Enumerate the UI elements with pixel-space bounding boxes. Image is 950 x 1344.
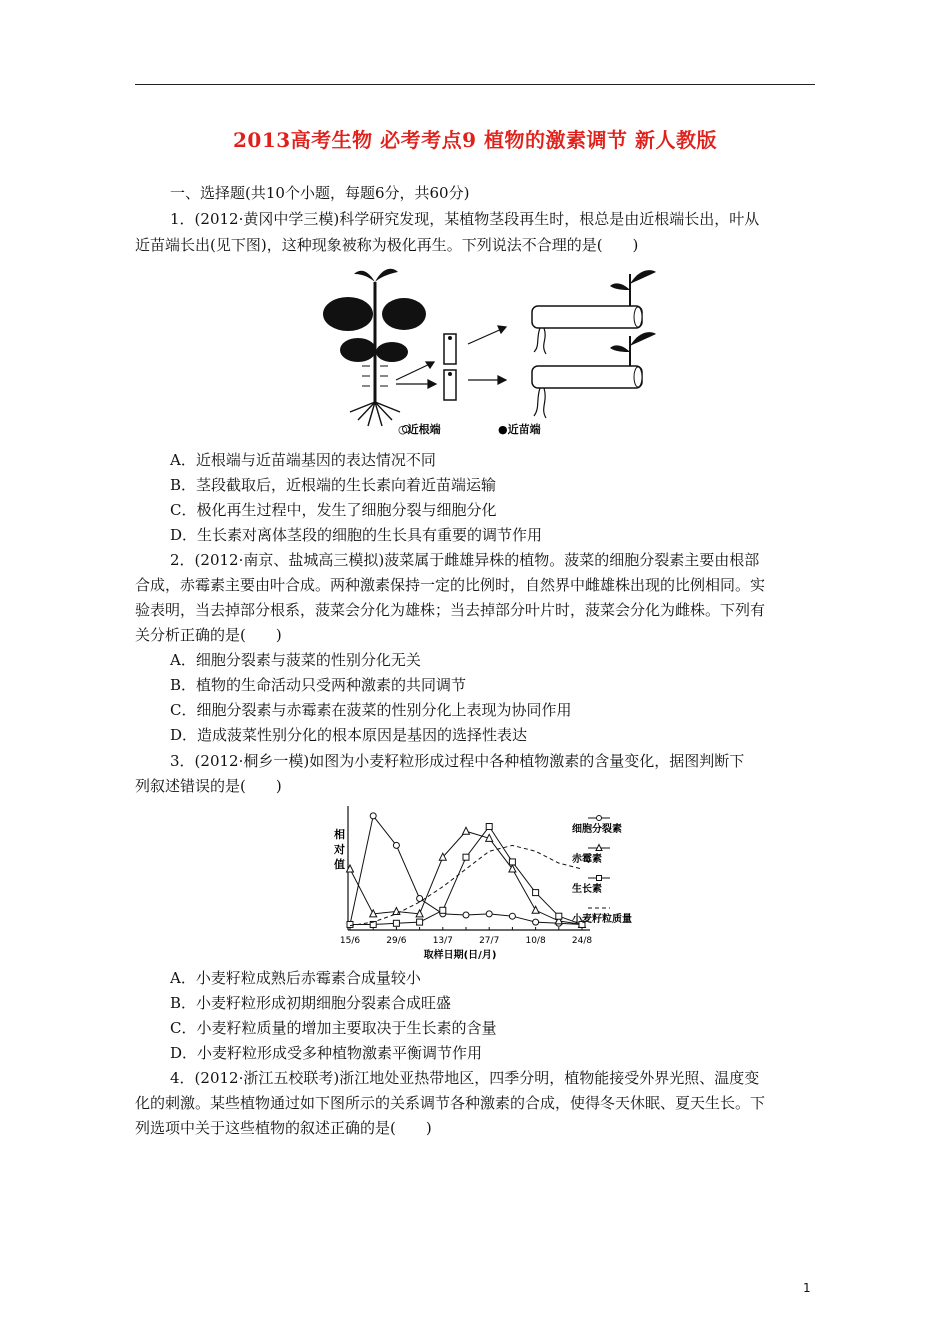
x-tick-label: 24/8 [571, 936, 593, 946]
section-heading: 一、选择题(共10个小题，每题6分，共60分) [170, 184, 470, 202]
q2-option-a: A．细胞分裂素与菠菜的性别分化无关 [170, 651, 421, 669]
chart-legend [572, 816, 632, 926]
data-point-0-7 [509, 913, 515, 919]
q3-stem-line-1: 3．(2012·桐乡一模)如图为小麦籽粒形成过程中各种植物激素的含量变化，据图判断下 [170, 752, 745, 770]
data-point-0-3 [417, 896, 423, 902]
q3-option-a: A．小麦籽粒成熟后赤霉素合成量较小 [170, 969, 421, 987]
chart-xlabel: 取样日期(日/月) [423, 950, 497, 961]
legend-near-shoot: ●近苗端 [498, 423, 541, 436]
data-point-2-0 [347, 921, 353, 927]
x-tick-label: 15/6 [339, 936, 361, 946]
page-title: 2013高考生物 必考考点9 植物的激素调节 新人教版 [233, 128, 717, 152]
q2-stem-line-1: 2．(2012·南京、盐城高三模拟)菠菜属于雌雄异株的植物。菠菜的细胞分裂素主要由根部 [170, 551, 760, 569]
legend-marker-2 [597, 876, 602, 881]
data-point-1-8 [532, 906, 539, 913]
header-rule [135, 84, 815, 85]
q4-stem-line-2: 化的刺激。某些植物通过如下图所示的关系调节各种激素的合成，使得冬天休眠、夏天生长。下 [135, 1094, 766, 1112]
x-tick-label: 29/6 [386, 936, 407, 946]
q4-stem-line-1: 4．(2012·浙江五校联考)浙江地处亚热带地区，四季分明，植物能接受外界光照、温度变 [170, 1069, 760, 1087]
data-point-0-5 [463, 912, 469, 918]
q1-option-b: B．茎段截取后，近根端的生长素向着近苗端运输 [170, 476, 497, 494]
chart-ylabel-2: 对 [334, 843, 345, 856]
legend-label-3: 小麦籽粒质量 [572, 914, 632, 925]
data-point-2-9 [556, 913, 562, 919]
q1-stem-line-2: 近苗端长出(见下图)，这种现象被称为极化再生。下列说法不合理的是( ) [135, 236, 639, 254]
x-tick-label: 27/7 [479, 936, 500, 946]
q1-figure [318, 262, 666, 438]
plant-illustration [323, 269, 426, 426]
data-point-2-5 [463, 854, 469, 860]
q4-stem-line-3: 列选项中关于这些植物的叙述正确的是( ) [135, 1119, 432, 1137]
data-point-2-7 [509, 859, 515, 865]
q2-stem-line-4: 关分析正确的是( ) [135, 626, 282, 644]
data-point-0-1 [370, 813, 376, 819]
q2-option-d: D．造成菠菜性别分化的根本原因是基因的选择性表达 [170, 726, 528, 744]
q2-option-c: C．细胞分裂素与赤霉素在菠菜的性别分化上表现为协同作用 [170, 701, 572, 719]
stem-segments [444, 334, 456, 400]
series-line-2 [350, 827, 582, 925]
data-point-2-8 [533, 890, 539, 896]
q2-option-b: B．植物的生命活动只受两种激素的共同调节 [170, 676, 467, 694]
legend-label-2: 生长素 [572, 884, 602, 895]
data-point-2-4 [440, 907, 446, 913]
q3-option-b: B．小麦籽粒形成初期细胞分裂素合成旺盛 [170, 994, 452, 1012]
legend-label-0: 细胞分裂素 [572, 824, 622, 835]
data-point-2-6 [486, 824, 492, 830]
legend-marker-0 [597, 816, 602, 821]
q1-option-c: C．极化再生过程中，发生了细胞分裂与细胞分化 [170, 501, 497, 519]
data-point-0-2 [393, 842, 399, 848]
x-tick-label: 13/7 [432, 936, 453, 946]
q1-option-d: D．生长素对离体茎段的细胞的生长具有重要的调节作用 [170, 526, 543, 544]
q1-stem-line-1: 1．(2012·黄冈中学三模)科学研究发现，某植物茎段再生时，根总是由近根端长出，叶从 [170, 210, 760, 228]
data-point-2-2 [393, 920, 399, 926]
q3-hormone-chart [320, 800, 670, 965]
series-line-1 [350, 831, 582, 924]
q1-option-a: A．近根端与近苗端基因的表达情况不同 [170, 451, 436, 469]
legend-label-1: 赤霉素 [572, 854, 602, 865]
q2-stem-line-2: 合成，赤霉素主要由叶合成。两种激素保持一定的比例时，自然界中雌雄株出现的比例相同。实 [135, 576, 766, 594]
data-point-0-8 [533, 919, 539, 925]
plot-area [347, 813, 586, 928]
chart-ylabel-3: 值 [334, 858, 345, 871]
regenerated-segments [532, 270, 656, 418]
chart-ylabel-1: 相 [334, 828, 345, 841]
q3-stem-line-2: 列叙述错误的是( ) [135, 777, 282, 795]
legend-near-root: ○近根端 [398, 423, 441, 436]
q3-option-c: C．小麦籽粒质量的增加主要取决于生长素的含量 [170, 1019, 497, 1037]
q2-stem-line-3: 验表明，当去掉部分根系，菠菜会分化为雄株；当去掉部分叶片时，菠菜会分化为雌株。下列有 [135, 601, 766, 619]
page-number: 1 [803, 1281, 811, 1295]
data-point-2-3 [417, 919, 423, 925]
q3-option-d: D．小麦籽粒形成受多种植物激素平衡调节作用 [170, 1044, 483, 1062]
data-point-1-5 [463, 827, 470, 834]
data-point-1-2 [393, 907, 400, 914]
x-tick-label: 10/8 [525, 936, 546, 946]
data-point-0-6 [486, 911, 492, 917]
